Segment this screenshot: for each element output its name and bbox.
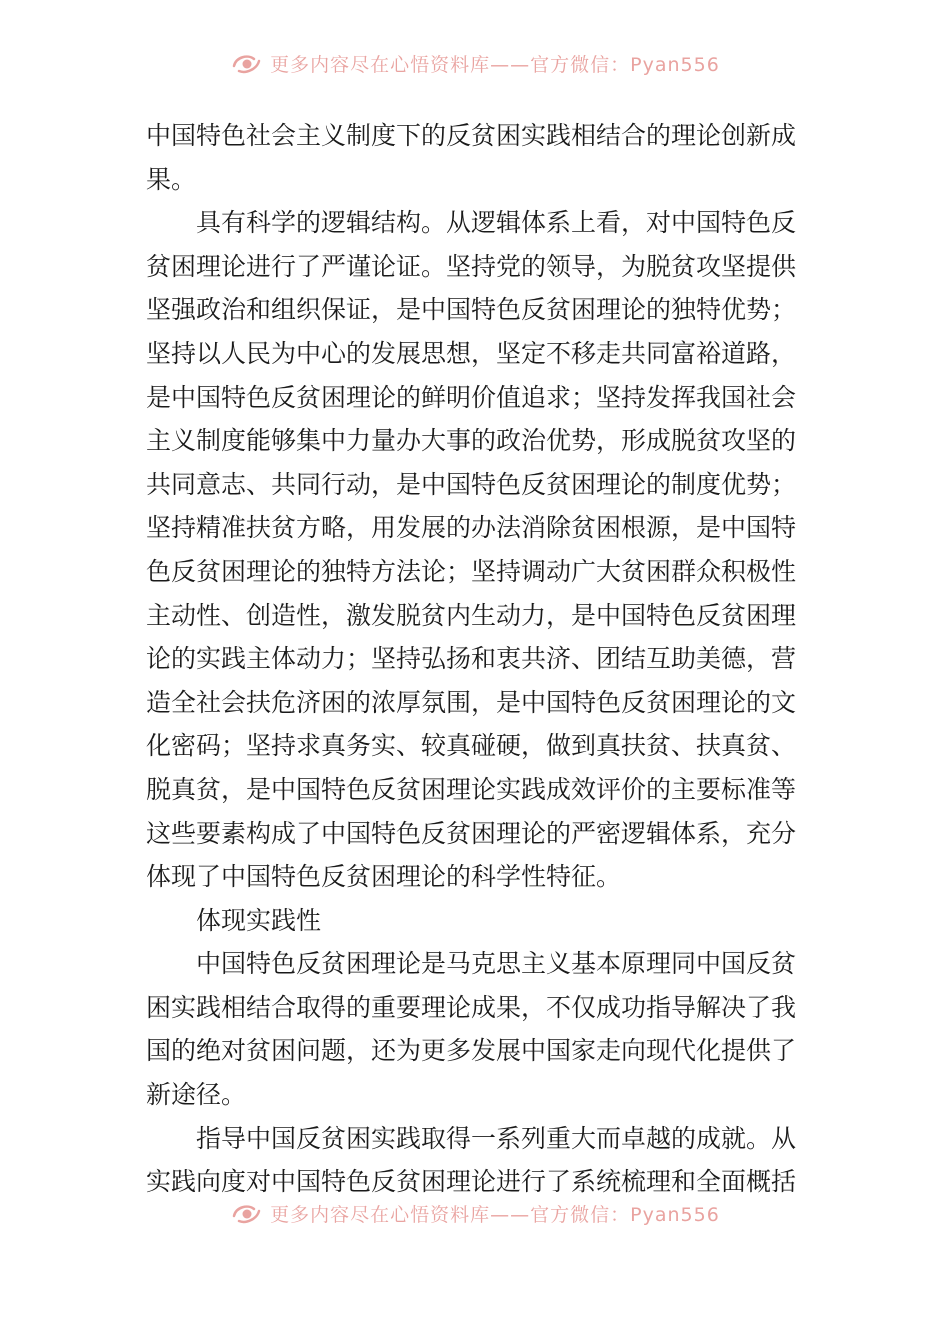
text-line: 体现了中国特色反贫困理论的科学性特征。 bbox=[146, 862, 622, 892]
document-body bbox=[146, 114, 810, 1204]
text-line: 体现实践性 bbox=[196, 905, 322, 935]
footer-banner-text: 更多内容尽在心悟资料库——官方微信：Pyan556 bbox=[270, 1204, 720, 1226]
text-line: 主动性、创造性，激发脱贫内生动力，是中国特色反贫困理 bbox=[146, 600, 797, 630]
text-line: 坚强政治和组织保证，是中国特色反贫困理论的独特优势； bbox=[146, 295, 797, 325]
text-line: 中国特色社会主义制度下的反贫困实践相结合的理论创新成 bbox=[146, 121, 797, 150]
text-line: 这些要素构成了中国特色反贫困理论的严密逻辑体系，充分 bbox=[146, 818, 797, 848]
text-line: 共同意志、共同行动，是中国特色反贫困理论的制度优势； bbox=[146, 469, 797, 499]
header-banner-text: 更多内容尽在心悟资料库——官方微信：Pyan556 bbox=[270, 54, 720, 76]
text-line: 化密码；坚持求真务实、较真碰硬，做到真扶贫、扶真贫、 bbox=[146, 731, 797, 761]
text-line: 论的实践主体动力；坚持弘扬和衷共济、团结互助美德，营 bbox=[146, 644, 797, 674]
text-line: 果。 bbox=[146, 164, 197, 194]
brand-logo-icon bbox=[230, 1204, 264, 1227]
text-line: 坚持精准扶贫方略，用发展的办法消除贫困根源，是中国特 bbox=[146, 513, 797, 543]
text-line: 是中国特色反贫困理论的鲜明价值追求；坚持发挥我国社会 bbox=[146, 382, 797, 412]
text-line: 新途径。 bbox=[146, 1080, 247, 1110]
text-line: 国的绝对贫困问题，还为更多发展中国家走向现代化提供了 bbox=[146, 1036, 797, 1066]
text-line: 困实践相结合取得的重要理论成果，不仅成功指导解决了我 bbox=[146, 992, 797, 1022]
text-line: 脱真贫，是中国特色反贫困理论实践成效评价的主要标准等 bbox=[146, 774, 797, 804]
text-line: 中国特色反贫困理论是马克思主义基本原理同中国反贫 bbox=[196, 949, 797, 979]
text-line: 坚持以人民为中心的发展思想，坚定不移走共同富裕道路， bbox=[146, 338, 797, 368]
text-line: 造全社会扶危济困的浓厚氛围，是中国特色反贫困理论的文 bbox=[146, 687, 797, 717]
text-line: 实践向度对中国特色反贫困理论进行了系统梳理和全面概括 bbox=[146, 1167, 797, 1197]
text-line: 主义制度能够集中力量办大事的政治优势，形成脱贫攻坚的 bbox=[146, 426, 797, 456]
text-line: 具有科学的逻辑结构。从逻辑体系上看，对中国特色反 bbox=[196, 208, 797, 238]
footer-banner bbox=[0, 1204, 950, 1240]
brand-logo-icon bbox=[230, 54, 264, 77]
text-line: 贫困理论进行了严谨论证。坚持党的领导，为脱贫攻坚提供 bbox=[146, 251, 797, 281]
text-line: 指导中国反贫困实践取得一系列重大而卓越的成就。从 bbox=[196, 1123, 797, 1153]
header-banner bbox=[0, 54, 950, 90]
text-line: 色反贫困理论的独特方法论；坚持调动广大贫困群众积极性 bbox=[146, 556, 797, 586]
